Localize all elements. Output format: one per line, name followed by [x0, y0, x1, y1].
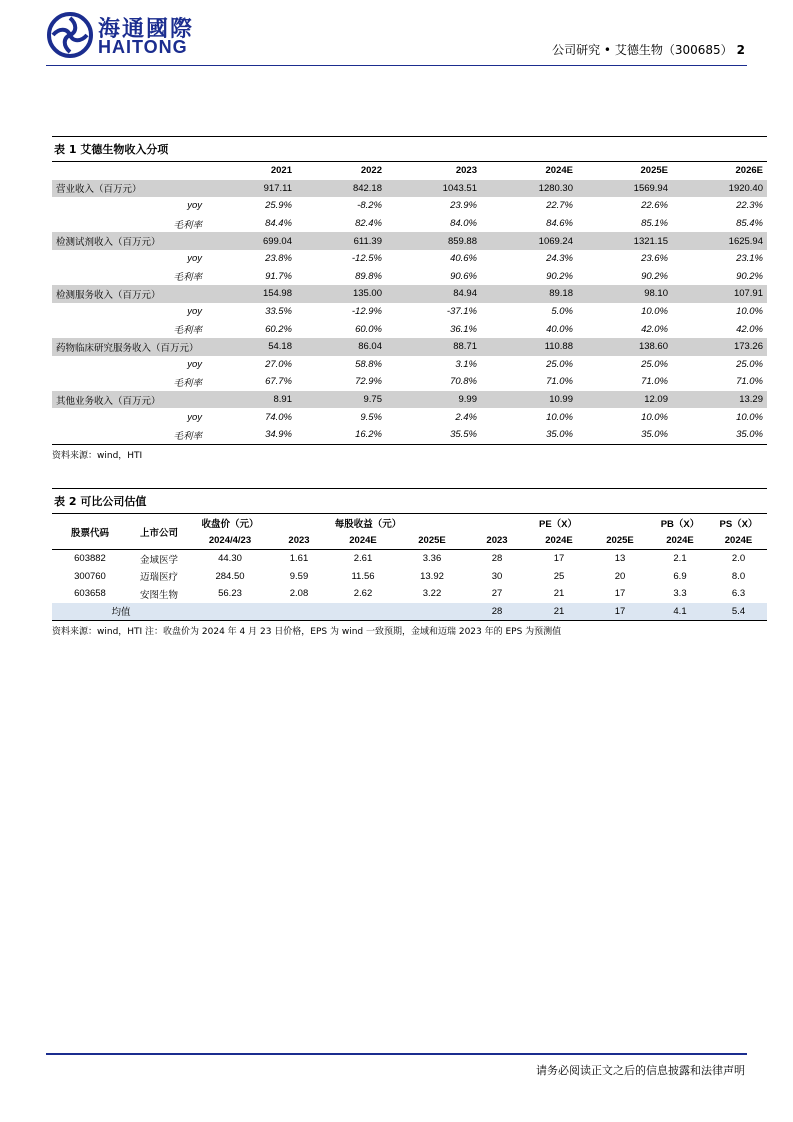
ps-cell: 2.0 [731, 553, 746, 565]
header-ps: PS（X） [719, 518, 758, 530]
yoy-cell: 9.5% [360, 411, 382, 423]
segment-revenue-row [52, 391, 767, 409]
brand-name-cn: 海通國際 [98, 17, 195, 42]
segment-yoy-row [52, 303, 767, 321]
eps-cell: 13.92 [420, 570, 444, 582]
segment-gross-margin-row [52, 215, 767, 233]
yoy-cell: -37.1% [446, 306, 477, 318]
gross-margin-label: 毛利率 [173, 325, 202, 337]
gross-margin-label: 毛利率 [173, 377, 202, 389]
yoy-cell: 2.4% [455, 411, 477, 423]
gross-margin-cell: 82.4% [355, 218, 382, 230]
gross-margin-cell: 72.9% [355, 376, 382, 388]
average-blank [190, 603, 270, 621]
revenue-cell: 54.18 [232, 338, 296, 356]
header-eps-2023: 2023 [288, 534, 310, 546]
year-header: 2025E [640, 165, 668, 177]
header-pe-2023: 2023 [486, 534, 508, 546]
eps-cell: 3.22 [422, 588, 442, 600]
table1-section [52, 136, 767, 461]
gross-margin-cell: 71.0% [546, 376, 573, 388]
gross-margin-cell: 67.7% [265, 376, 292, 388]
header-eps-2025: 2025E [418, 534, 446, 546]
gross-margin-cell: 91.7% [265, 270, 292, 282]
gross-margin-cell: 84.6% [546, 218, 573, 230]
table1-title: 表 1 艾德生物收入分项 [52, 136, 767, 162]
yoy-cell: 10.0% [641, 411, 668, 423]
revenue-cell: 173.26 [672, 338, 767, 356]
revenue-cell: 86.04 [296, 338, 386, 356]
yoy-cell: 25.0% [641, 358, 668, 370]
revenue-cell: 1920.40 [672, 180, 767, 198]
gross-margin-cell: 42.0% [736, 323, 763, 335]
close-price: 56.23 [218, 588, 242, 600]
peer-row [52, 585, 767, 603]
company-name: 安图生物 [139, 589, 178, 601]
yoy-cell: 10.0% [641, 306, 668, 318]
segment-name: 检测服务收入（百万元） [52, 285, 232, 303]
yoy-cell: 10.0% [736, 306, 763, 318]
table2-title: 表 2 可比公司估值 [52, 488, 767, 514]
gross-margin-cell: 90.2% [546, 270, 573, 282]
year-header: 2023 [455, 165, 477, 177]
gross-margin-cell: 40.0% [546, 323, 573, 335]
revenue-cell: 84.94 [386, 285, 481, 303]
revenue-cell: 1280.30 [481, 180, 577, 198]
average-pe-cell: 17 [590, 603, 650, 621]
yoy-cell: 25.0% [546, 358, 573, 370]
gross-margin-cell: 60.0% [355, 323, 382, 335]
pb-cell: 3.3 [673, 588, 687, 600]
pe-cell: 28 [491, 553, 503, 565]
gross-margin-cell: 36.1% [450, 323, 477, 335]
header-pe-2024: 2024E [545, 534, 573, 546]
average-blank [270, 603, 328, 621]
eps-cell: 2.62 [353, 588, 373, 600]
eps-cell: 1.61 [289, 553, 309, 565]
report-title: 公司研究 • 艾德生物（300685） [552, 43, 733, 57]
revenue-cell: 138.60 [577, 338, 672, 356]
yoy-cell: 24.3% [546, 253, 573, 265]
yoy-cell: -12.9% [351, 306, 382, 318]
revenue-cell: 110.88 [481, 338, 577, 356]
table2-source: 资料来源：wind，HTI 注：收盘价为 2024 年 4 月 23 日价格，EPS 为 wind 一致预期，金域和迈瑞 2023 年的 EPS 为预测值 [52, 620, 767, 637]
average-pe-cell: 21 [528, 603, 590, 621]
yoy-cell: 25.9% [265, 200, 292, 212]
yoy-cell: 23.1% [736, 253, 763, 265]
header-close-price: 收盘价（元） [201, 518, 259, 530]
table1-header-blank [52, 162, 232, 180]
yoy-cell: 23.6% [641, 253, 668, 265]
yoy-cell: 33.5% [265, 306, 292, 318]
pe-cell: 30 [491, 570, 503, 582]
revenue-cell: 10.99 [481, 391, 577, 409]
close-price: 284.50 [215, 570, 245, 582]
company-name: 金域医学 [139, 554, 178, 566]
segment-name: 其他业务收入（百万元） [52, 391, 232, 409]
segment-name: 药物临床研究服务收入（百万元） [52, 338, 232, 356]
yoy-cell: -8.2% [357, 200, 382, 212]
header-stock-code: 股票代码 [70, 527, 109, 539]
gross-margin-label: 毛利率 [173, 219, 202, 231]
revenue-cell: 135.00 [296, 285, 386, 303]
gross-margin-cell: 35.5% [450, 429, 477, 441]
yoy-cell: 5.0% [551, 306, 573, 318]
segment-yoy-row [52, 250, 767, 268]
average-pb-cell: 4.1 [650, 603, 710, 621]
gross-margin-cell: 70.8% [450, 376, 477, 388]
revenue-cell: 89.18 [481, 285, 577, 303]
revenue-cell: 1043.51 [386, 180, 481, 198]
brand-name-en: HAITONG [98, 37, 188, 57]
table2-section [52, 488, 767, 637]
yoy-cell: 23.8% [265, 253, 292, 265]
eps-cell: 2.08 [289, 588, 309, 600]
gross-margin-cell: 71.0% [736, 376, 763, 388]
footer-divider [46, 1053, 747, 1055]
revenue-cell: 611.39 [296, 232, 386, 250]
segment-revenue-row [52, 338, 767, 356]
peer-row [52, 550, 767, 568]
revenue-cell: 88.71 [386, 338, 481, 356]
gross-margin-cell: 60.2% [265, 323, 292, 335]
stock-code: 603658 [74, 588, 106, 600]
company-name: 迈瑞医疗 [139, 572, 178, 584]
segment-revenue-row [52, 285, 767, 303]
gross-margin-label: 毛利率 [173, 272, 202, 284]
eps-cell: 3.36 [422, 553, 442, 565]
header-company: 上市公司 [139, 527, 178, 539]
gross-margin-cell: 85.1% [641, 218, 668, 230]
revenue-cell: 1321.15 [577, 232, 672, 250]
yoy-cell: 74.0% [265, 411, 292, 423]
revenue-cell: 98.10 [577, 285, 672, 303]
stock-code: 603882 [74, 553, 106, 565]
yoy-cell: -12.5% [351, 253, 382, 265]
average-blank [328, 603, 398, 621]
yoy-cell: 22.3% [736, 200, 763, 212]
yoy-label: yoy [187, 200, 202, 212]
segment-gross-margin-row [52, 268, 767, 286]
table1-header-row [52, 162, 767, 180]
pe-cell: 13 [614, 553, 626, 565]
pe-cell: 27 [491, 588, 503, 600]
gross-margin-cell: 71.0% [641, 376, 668, 388]
average-label: 均值 [52, 603, 190, 621]
average-ps-cell: 5.4 [710, 603, 767, 621]
revenue-cell: 9.75 [296, 391, 386, 409]
segment-yoy-row [52, 197, 767, 215]
page-header [0, 0, 793, 70]
yoy-label: yoy [187, 253, 202, 265]
segment-revenue-row [52, 180, 767, 198]
revenue-cell: 154.98 [232, 285, 296, 303]
yoy-cell: 10.0% [546, 411, 573, 423]
year-header: 2022 [360, 165, 382, 177]
header-ps-2024: 2024E [724, 534, 753, 546]
gross-margin-cell: 35.0% [546, 429, 573, 441]
yoy-cell: 23.9% [450, 200, 477, 212]
gross-margin-cell: 42.0% [641, 323, 668, 335]
pe-cell: 17 [553, 553, 565, 565]
eps-cell: 11.56 [351, 570, 375, 582]
table1-source: 资料来源：wind，HTI [52, 450, 143, 461]
table2-header-row-1 [52, 514, 767, 532]
gross-margin-cell: 16.2% [355, 429, 382, 441]
year-header: 2024E [545, 165, 573, 177]
close-price: 44.30 [218, 553, 242, 565]
pe-cell: 25 [553, 570, 565, 582]
segment-revenue-row [52, 232, 767, 250]
year-header: 2026E [735, 165, 763, 177]
gross-margin-cell: 84.0% [450, 218, 477, 230]
report-info [552, 41, 745, 58]
average-row [52, 603, 767, 621]
revenue-breakdown-table [52, 162, 767, 445]
yoy-cell: 27.0% [265, 358, 292, 370]
segment-name: 检测试剂收入（百万元） [52, 232, 232, 250]
header-pe-2025: 2025E [606, 534, 634, 546]
gross-margin-cell: 35.0% [736, 429, 763, 441]
revenue-cell: 1069.24 [481, 232, 577, 250]
yoy-label: yoy [187, 358, 202, 370]
revenue-cell: 107.91 [672, 285, 767, 303]
header-pe: PE（X） [538, 518, 577, 530]
pe-cell: 17 [614, 588, 626, 600]
pe-cell: 21 [553, 588, 565, 600]
gross-margin-cell: 90.2% [641, 270, 668, 282]
gross-margin-cell: 85.4% [736, 218, 763, 230]
revenue-cell: 842.18 [296, 180, 386, 198]
segment-gross-margin-row [52, 426, 767, 444]
average-blank [398, 603, 466, 621]
yoy-cell: 3.1% [455, 358, 477, 370]
gross-margin-cell: 84.4% [265, 218, 292, 230]
revenue-cell: 9.99 [386, 391, 481, 409]
peer-row [52, 568, 767, 586]
revenue-cell: 13.29 [672, 391, 767, 409]
pe-cell: 20 [614, 570, 626, 582]
revenue-cell: 1569.94 [577, 180, 672, 198]
average-pe-cell: 28 [466, 603, 528, 621]
segment-yoy-row [52, 408, 767, 426]
ps-cell: 8.0 [731, 570, 746, 582]
segment-yoy-row [52, 356, 767, 374]
header-divider [46, 65, 747, 66]
stock-code: 300760 [74, 570, 106, 582]
header-eps: 每股收益（元） [334, 518, 402, 530]
page-number: 2 [736, 43, 745, 57]
yoy-cell: 40.6% [450, 253, 477, 265]
yoy-label: yoy [187, 411, 202, 423]
ps-cell: 6.3 [731, 588, 746, 600]
revenue-cell: 917.11 [232, 180, 296, 198]
yoy-cell: 22.7% [546, 200, 573, 212]
revenue-cell: 8.91 [232, 391, 296, 409]
year-header: 2021 [270, 165, 292, 177]
gross-margin-label: 毛利率 [173, 430, 202, 442]
pb-cell: 2.1 [673, 553, 687, 565]
gross-margin-cell: 35.0% [641, 429, 668, 441]
header-pb-2024: 2024E [666, 534, 694, 546]
revenue-cell: 699.04 [232, 232, 296, 250]
eps-cell: 2.61 [353, 553, 373, 565]
gross-margin-cell: 89.8% [355, 270, 382, 282]
segment-gross-margin-row [52, 320, 767, 338]
footer-disclaimer: 请务必阅读正文之后的信息披露和法律声明 [536, 1064, 745, 1077]
header-close-date: 2024/4/23 [208, 534, 252, 546]
yoy-cell: 58.8% [355, 358, 382, 370]
gross-margin-cell: 90.6% [450, 270, 477, 282]
segment-gross-margin-row [52, 373, 767, 391]
revenue-cell: 12.09 [577, 391, 672, 409]
pb-cell: 6.9 [673, 570, 687, 582]
gross-margin-cell: 34.9% [265, 429, 292, 441]
peer-valuation-table [52, 514, 767, 620]
gross-margin-cell: 90.2% [736, 270, 763, 282]
yoy-cell: 10.0% [736, 411, 763, 423]
yoy-cell: 22.6% [641, 200, 668, 212]
yoy-cell: 25.0% [736, 358, 763, 370]
header-pb: PB（X） [660, 518, 700, 530]
segment-name: 营业收入（百万元） [52, 180, 232, 198]
haitong-logo-icon [47, 12, 93, 58]
yoy-label: yoy [187, 306, 202, 318]
header-eps-2024: 2024E [349, 534, 377, 546]
revenue-cell: 859.88 [386, 232, 481, 250]
revenue-cell: 1625.94 [672, 232, 767, 250]
eps-cell: 9.59 [289, 570, 309, 582]
